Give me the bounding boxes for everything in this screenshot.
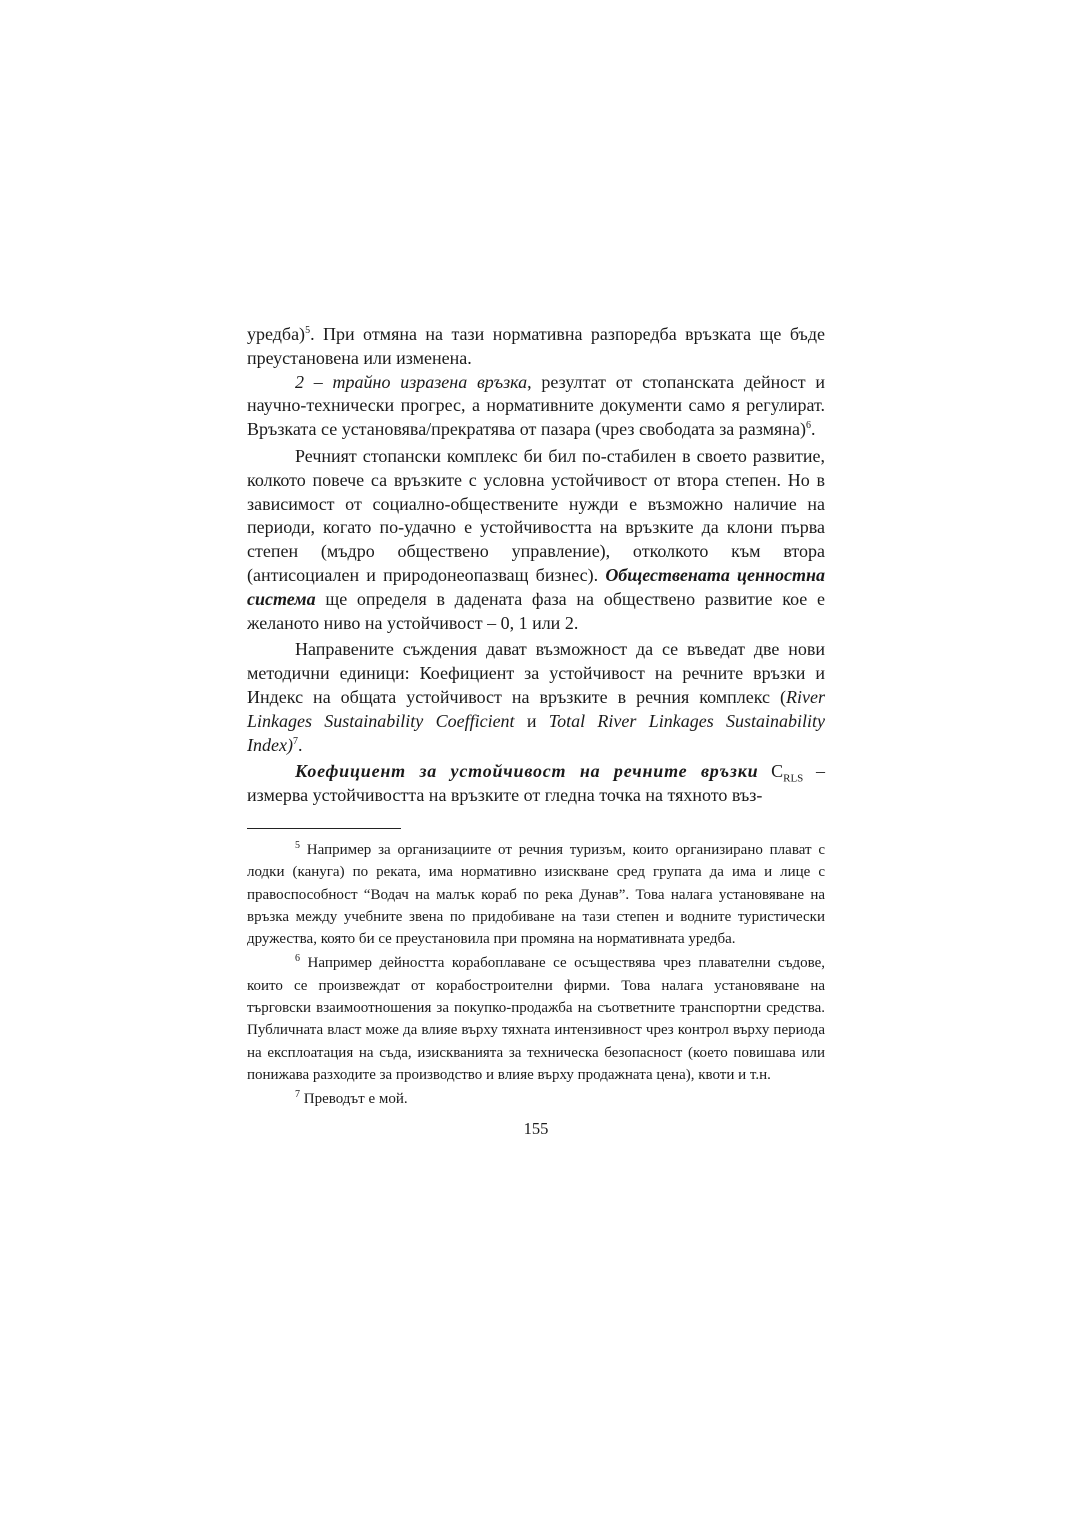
paragraph-text: .: [810, 419, 816, 440]
page-content: [247, 323, 825, 1139]
footnote-ref-7[interactable]: 7: [292, 735, 298, 747]
footnote-7: [247, 1088, 825, 1110]
footnote-text: Например дейността корабоплаване се осъществява чрез плавателни съдове, които се произвеждат от корабостроителни фирми. Това налага установяване на търговски взаимоотношения за покупко-продажба на съответните транспортни средства. Публичната власт може да влияе върху тяхната интензивност чрез контрол върху периода на експлоатация на съда, изискванията за техническа безопасност (което повишава или понижава разходите за производство и влияе върху продажната цена), квоти и т.н.: [247, 955, 825, 1083]
footnote-divider: [247, 828, 401, 829]
footnote-number: 5: [295, 839, 300, 851]
paragraph-2: [247, 371, 825, 442]
footnote-text: Например за организациите от речния туризъм, които организирано плават с лодки (кануга) по реката, има нормативно изискване сред групата да има и лице с правоспособност “Водач на малък кораб по река Дунав”. Това налага установяване на връзка между учебните звена по придобиване на тази степен и водните туристически дружества, която би се преустановила при промяна на нормативната уредба.: [247, 841, 825, 948]
italic-term: Total River Linkages Sustainability Index): [247, 710, 825, 755]
footnote-ref-6[interactable]: 6: [805, 420, 811, 432]
paragraph-4: [247, 638, 825, 757]
paragraph-1: [247, 323, 825, 371]
page-number: 155: [523, 1118, 549, 1138]
paragraph-text: Направените съждения дават възможност да се въведат две нови методични единици: Коефициент за устойчивост на речните връзки и Индекс на общата устойчивост на връзките в речния комплекс (: [247, 639, 825, 707]
bold-italic-term: Коефициент за устойчивост на речните връзки: [295, 761, 759, 782]
paragraph-5: [247, 760, 825, 808]
footnote-6: [247, 952, 825, 1086]
italic-term: 2 – трайно изразена връзка: [295, 371, 528, 392]
footnote-5: [247, 839, 825, 950]
footnote-text: Преводът е мой.: [300, 1091, 408, 1108]
paragraph-text: , резултат от стопанската дейност и научно-технически прогрес, а нормативните документи само я регулират. Връзката се установява/прекратява от пазара (чрез свободата за размяна): [247, 371, 825, 440]
paragraph-text: . При отмяна на тази нормативна разпоредба връзката ще бъде преустановена или изменена.: [247, 324, 825, 368]
paragraph-text: Речният стопански комплекс би бил по-стабилен в своето развитие, колкото повече са връзките с условна устойчивост от втора степен. Но в зависимост от социално-обществените нужди е възможно наличие на периоди, когато по-удачно е устойчивостта на връзките да клони първа степен (мъдро обществено управление), отколкото към втора (антисоциален и природонеопазващ бизнес).: [247, 445, 825, 585]
paragraph-text: .: [297, 734, 303, 755]
italic-term: River Linkages Sustainability Coefficient: [247, 686, 825, 731]
paragraph-text: и: [514, 710, 549, 731]
paragraph-text: ще определя в дадената фаза на обществено развитие кое е желаното ниво на устойчивост – 0, 1 или 2.: [247, 588, 825, 633]
footnote-number: 7: [295, 1089, 300, 1101]
paragraph-3: [247, 445, 825, 635]
footnote-ref-5[interactable]: 5: [305, 325, 311, 336]
footnote-number: 6: [295, 953, 300, 965]
bold-italic-term: Обществената ценностна система: [247, 564, 825, 609]
paragraph-text: уредба): [247, 324, 306, 344]
paragraph-text: C: [758, 761, 784, 782]
subscript: RLS: [783, 772, 804, 785]
paragraph-text: – измерва устойчивостта на връзките от гледна точка на тяхното въз-: [247, 761, 825, 806]
